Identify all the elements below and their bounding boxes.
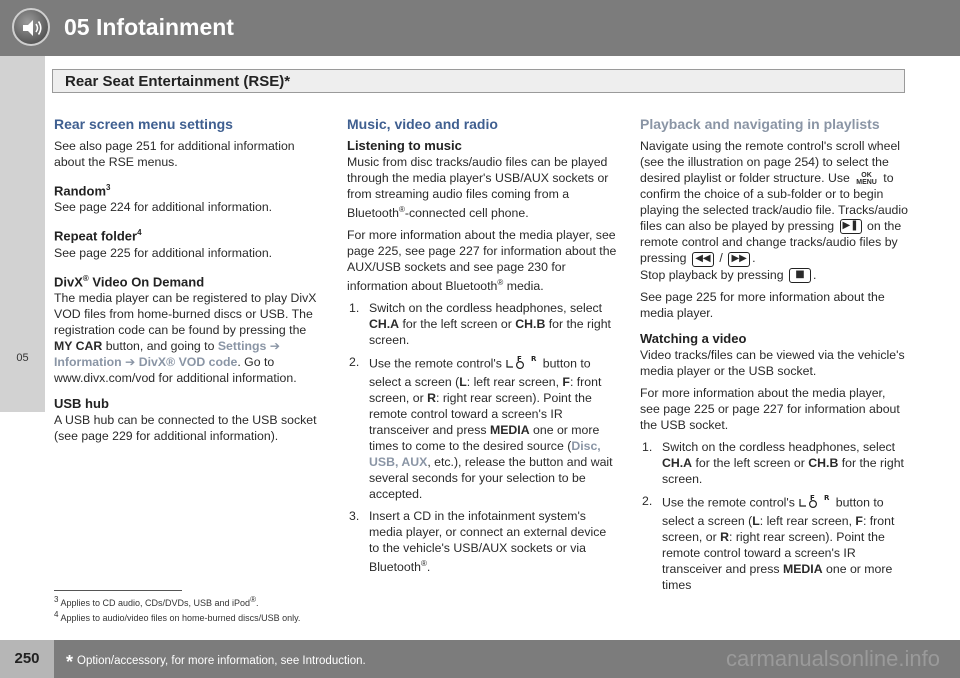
listening-text-1: Music from disc tracks/audio files can be played through the media player's USB/AUX sockets or from streaming audio files coming from a Bluetooth®-connected cell phone. xyxy=(347,155,609,221)
screen-select-icon xyxy=(505,354,539,374)
list-item: 1. Switch on the cordless headphones, select CH.A for the left screen or CH.B for the right screen. xyxy=(642,439,904,486)
playback-heading: Playback and navigating in playlists xyxy=(640,116,880,132)
column-2 xyxy=(347,116,617,581)
list-item: 3. Insert a CD in the infotainment system's media player, or connect an external device to the vehicle's USB/AUX sockets or via Bluetooth®. xyxy=(349,509,607,575)
repeat-folder-title: Repeat folder$^4$ xyxy=(54,228,142,244)
screen-select-icon xyxy=(798,493,832,513)
svg-text:F: F xyxy=(810,493,816,502)
section-title: Rear Seat Entertainment (RSE)* xyxy=(65,73,291,90)
svg-text:F: F xyxy=(517,355,523,364)
section-bar xyxy=(52,69,905,93)
footnotes xyxy=(54,594,300,624)
music-steps xyxy=(347,300,617,575)
rear-screen-menu-heading: Rear screen menu settings xyxy=(54,116,233,132)
playback-text-2: See page 225 for more information about the media player. xyxy=(640,289,885,320)
listening-title: Listening to music xyxy=(347,138,462,153)
usb-hub-text: A USB hub can be connected to the USB socket (see page 229 for additional information). xyxy=(54,412,317,443)
rear-screen-intro: See also page 251 for additional information about the RSE menus. xyxy=(54,139,295,169)
media-button-label: MEDIA xyxy=(489,423,530,438)
column-1 xyxy=(54,116,324,450)
video-steps xyxy=(640,439,908,593)
previous-track-icon: ◀◀ xyxy=(692,252,714,267)
watching-video-title: Watching a video xyxy=(640,330,747,346)
footnote-4: 4 Applies to audio/video files on home-burned discs/USB only. xyxy=(54,610,301,623)
random-text: See page 224 for additional information. xyxy=(54,200,273,215)
footer-note: * Option/accessory, for more information, see Introduction. xyxy=(66,652,366,672)
footnote-divider xyxy=(54,590,182,591)
chapter-title: 05 Infotainment xyxy=(64,14,234,40)
play-pause-icon: ▶❚ xyxy=(840,219,862,234)
divx-text: The media player can be registered to play DivX VOD files from home-burned discs or USB. The registration code can be found by pressing the MY CAR button, and going to Settings ➔ Information ➔ DivX® VOD code. Go to www.divx.com/vod for additional information. xyxy=(54,290,317,385)
next-track-icon: ▶▶ xyxy=(728,252,750,267)
random-title: Random$^3$ xyxy=(54,183,111,199)
list-item: 1. Switch on the cordless headphones, select CH.A for the left screen or CH.B for the right screen. xyxy=(349,301,611,348)
divx-menu-path: Settings ➔ Information ➔ DivX® VOD code xyxy=(54,338,281,369)
speaker-icon xyxy=(12,8,50,46)
playback-text-1: Navigate using the remote control's scroll wheel (see the illustration on page 254) to select the desired playlist or folder structure. Use OK MENU to confirm the choice of a sub-folder or to begin playing the selected track/audio file. Tracks/audio files can also be played by pressing ▶❚ on the remote control and change tracks/audio files by pressing ◀◀ / ▶▶ . Stop playback by pressing ■ . xyxy=(640,139,908,282)
svg-text:R: R xyxy=(824,493,830,502)
music-video-radio-heading: Music, video and radio xyxy=(347,116,498,132)
list-item: 2. Use the remote control's F R button to select a screen (L: left rear screen, F: front screen, or R: right rear screen). Point the remote control toward a screen's IR transceiver and press MEDIA one or more times to come to the desired source (Disc, USB, AUX, etc.), release the button and wait several seconds for your selection to be accepted. xyxy=(349,355,613,502)
media-button-label: MEDIA xyxy=(782,561,823,576)
source-names: Disc, USB, AUX xyxy=(369,439,601,470)
video-text-1: Video tracks/files can be viewed via the vehicle's media player or the USB socket. xyxy=(640,347,905,378)
list-item: 2. Use the remote control's F R button to select a screen (L: left rear screen, F: front screen, or R: right rear screen). Point the remote control toward a screen's IR transceiver and press MEDIA one or more times xyxy=(642,493,895,592)
video-text-2: For more information about the media player, see page 225 or page 227 for information about the USB socket. xyxy=(640,385,900,432)
page-number: 250 xyxy=(0,640,54,678)
page-footer xyxy=(0,640,960,678)
svg-text:R: R xyxy=(531,355,537,364)
column-3 xyxy=(640,116,908,599)
usb-hub-title: USB hub xyxy=(54,395,109,411)
chapter-sidebar-label: 05 xyxy=(16,352,29,364)
divx-title: DivX® Video On Demand xyxy=(54,273,205,289)
chapter-header xyxy=(0,0,960,56)
stop-icon: ■ xyxy=(789,268,811,283)
listening-text-2: For more information about the media player, see page 225, see page 227 for information about the AUX/USB sockets and see page 230 for information about Bluetooth® media. xyxy=(347,228,617,294)
watermark: carmanualsonline.info xyxy=(725,646,940,671)
repeat-folder-text: See page 225 for additional information. xyxy=(54,245,273,260)
footnote-3: 3 Applies to CD audio, CDs/DVDs, USB and iPod®. xyxy=(54,595,259,608)
ok-menu-icon: OK MENU xyxy=(856,171,877,186)
